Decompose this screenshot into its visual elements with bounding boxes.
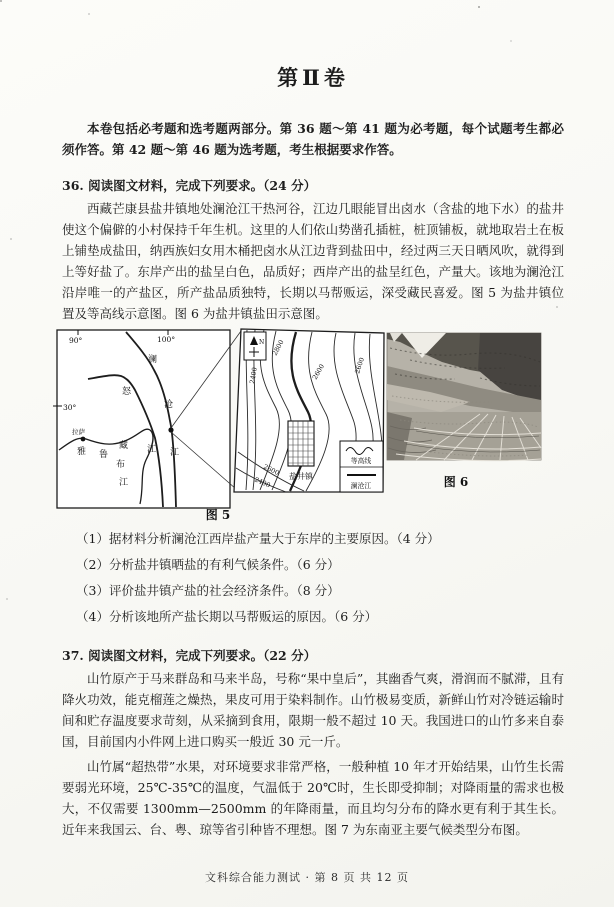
river-char: 雅 (77, 447, 87, 457)
question-36-material: 西藏芒康县盐井镇地处澜沧江干热河谷，江边几眼能冒出卤水（含盐的地下水）的盐井使这个偏僻的小村保持千年生机。这里的人们依山势凿孔插桩，桩顶铺板，就地取岩土在板上铺垫成盐田，纳西族妇女用木桶把卤水从江边背到盐田中，经过两三天日晒风吹，就得到上等好盐了。东岸产出的盐呈白色，品质好；西岸产出的盐呈红色，产量大。该地为澜沧江沿岸唯一的产盐区，所产盐品质独特，长期以马帮贩运，深受藏民喜爱。图 5 为盐井镇位置及等高线示意图。图 6 为盐井镇盐田示意图。 (62, 201, 564, 321)
yanjing-location-dot (168, 427, 173, 432)
figure5-caption: 图 5 (205, 508, 231, 522)
exam-instructions: 本卷包括必考题和选考题两部分。第 36 题～第 41 题为必考题，每个试题考生都必须作答。第 42 题～第 46 题为选考题，考生根据要求作答。 (62, 121, 564, 157)
lhasa-label: 拉萨 (72, 428, 85, 436)
contour-value: 2600 (262, 462, 281, 478)
river-char: 沧 (164, 400, 174, 410)
river-char: 澜 (148, 355, 158, 365)
question-37-header: 37. 阅读图文材料，完成下列要求。（22 分） (62, 648, 317, 663)
contour-value: 2600 (310, 362, 327, 381)
river-char: 怒 (122, 387, 132, 397)
map-legend (340, 441, 383, 492)
river-char: 鲁 (99, 450, 109, 460)
figure6-caption: 图 6 (443, 475, 469, 489)
figure5-contour-map (234, 329, 384, 492)
lhasa-dot (81, 437, 86, 442)
figure5-6-graphic (50, 326, 587, 524)
north-arrow (244, 332, 266, 360)
question-36 (62, 176, 564, 630)
legend-contour-label: 等高线 (350, 457, 372, 465)
river-char: 江 (119, 478, 129, 488)
page-footer: 文科综合能力测试 · 第 8 页 共 12 页 (205, 871, 409, 884)
contour-value: 2400 (253, 475, 272, 490)
lon-90-label: 90° (69, 336, 83, 345)
question-36-subquestions (76, 526, 564, 630)
legend-river-label: 澜沧江 (350, 482, 372, 490)
north-label: N (259, 339, 265, 346)
yanjing-town-label: 盐井镇 (289, 472, 313, 481)
page-title: 第Ⅱ卷 (277, 65, 349, 90)
subquestion-3: （3）评价盐井镇产盐的社会经济条件。（8 分） (76, 583, 340, 598)
river-char: 布 (116, 460, 126, 470)
question-37-paragraph-2: 山竹属“超热带”水果，对环境要求非常严格，一般种植 10 年才开始结果，山竹生长需要弱光环境，25℃-35℃的温度，气温低于 20℃时，生长即受抑制；对降雨量的需求也极大，不仅需要 1300mm—2500mm 的年降雨量，而且均匀分布的降水更有利于其生长。近年来我国云、台、粤、琼等省引种皆不理想。图 7 为东南亚主要气候类型分布图。 (62, 759, 564, 837)
figure5-region-map (53, 330, 230, 508)
contour-value: 2800 (270, 338, 286, 357)
question-37 (62, 646, 564, 840)
contour-value: 2600 (353, 356, 367, 375)
lon-100-label: 100° (157, 335, 176, 344)
subquestion-2: （2）分析盐井镇晒盐的有利气候条件。（6 分） (76, 557, 340, 572)
lat-30-label: 30° (63, 403, 77, 412)
river-char: 江 (147, 445, 157, 455)
question-36-header: 36. 阅读图文材料，完成下列要求。（24 分） (62, 178, 317, 193)
subquestion-4: （4）分析该地所产盐长期以马帮贩运的原因。（6 分） (76, 609, 378, 624)
river-char: 藏 (119, 441, 129, 451)
subquestion-1: （1）据材料分析澜沧江西岸盐产量大于东岸的主要原因。（4 分） (76, 531, 440, 546)
figure6-photo (387, 333, 541, 461)
river-char: 江 (170, 448, 180, 458)
scan-speckles (0, 0, 2, 2)
yanjing-town-marker (288, 421, 314, 466)
contour-value: 2400 (248, 366, 259, 385)
question-37-paragraph-1: 山竹原产于马来群岛和马来半岛，号称“果中皇后”，其幽香气爽，滑润而不腻滞，且有降火功效，能克榴莲之燥热，果皮可用于染料制作。山竹极易变质，新鲜山竹对冷链运输时间和贮存温度要求苛刻，从采摘到食用，限期一般不超过 10 天。我国进口的山竹多来自泰国，目前国内小件网上进口购买一般近 30 元一斤。 (62, 671, 564, 749)
